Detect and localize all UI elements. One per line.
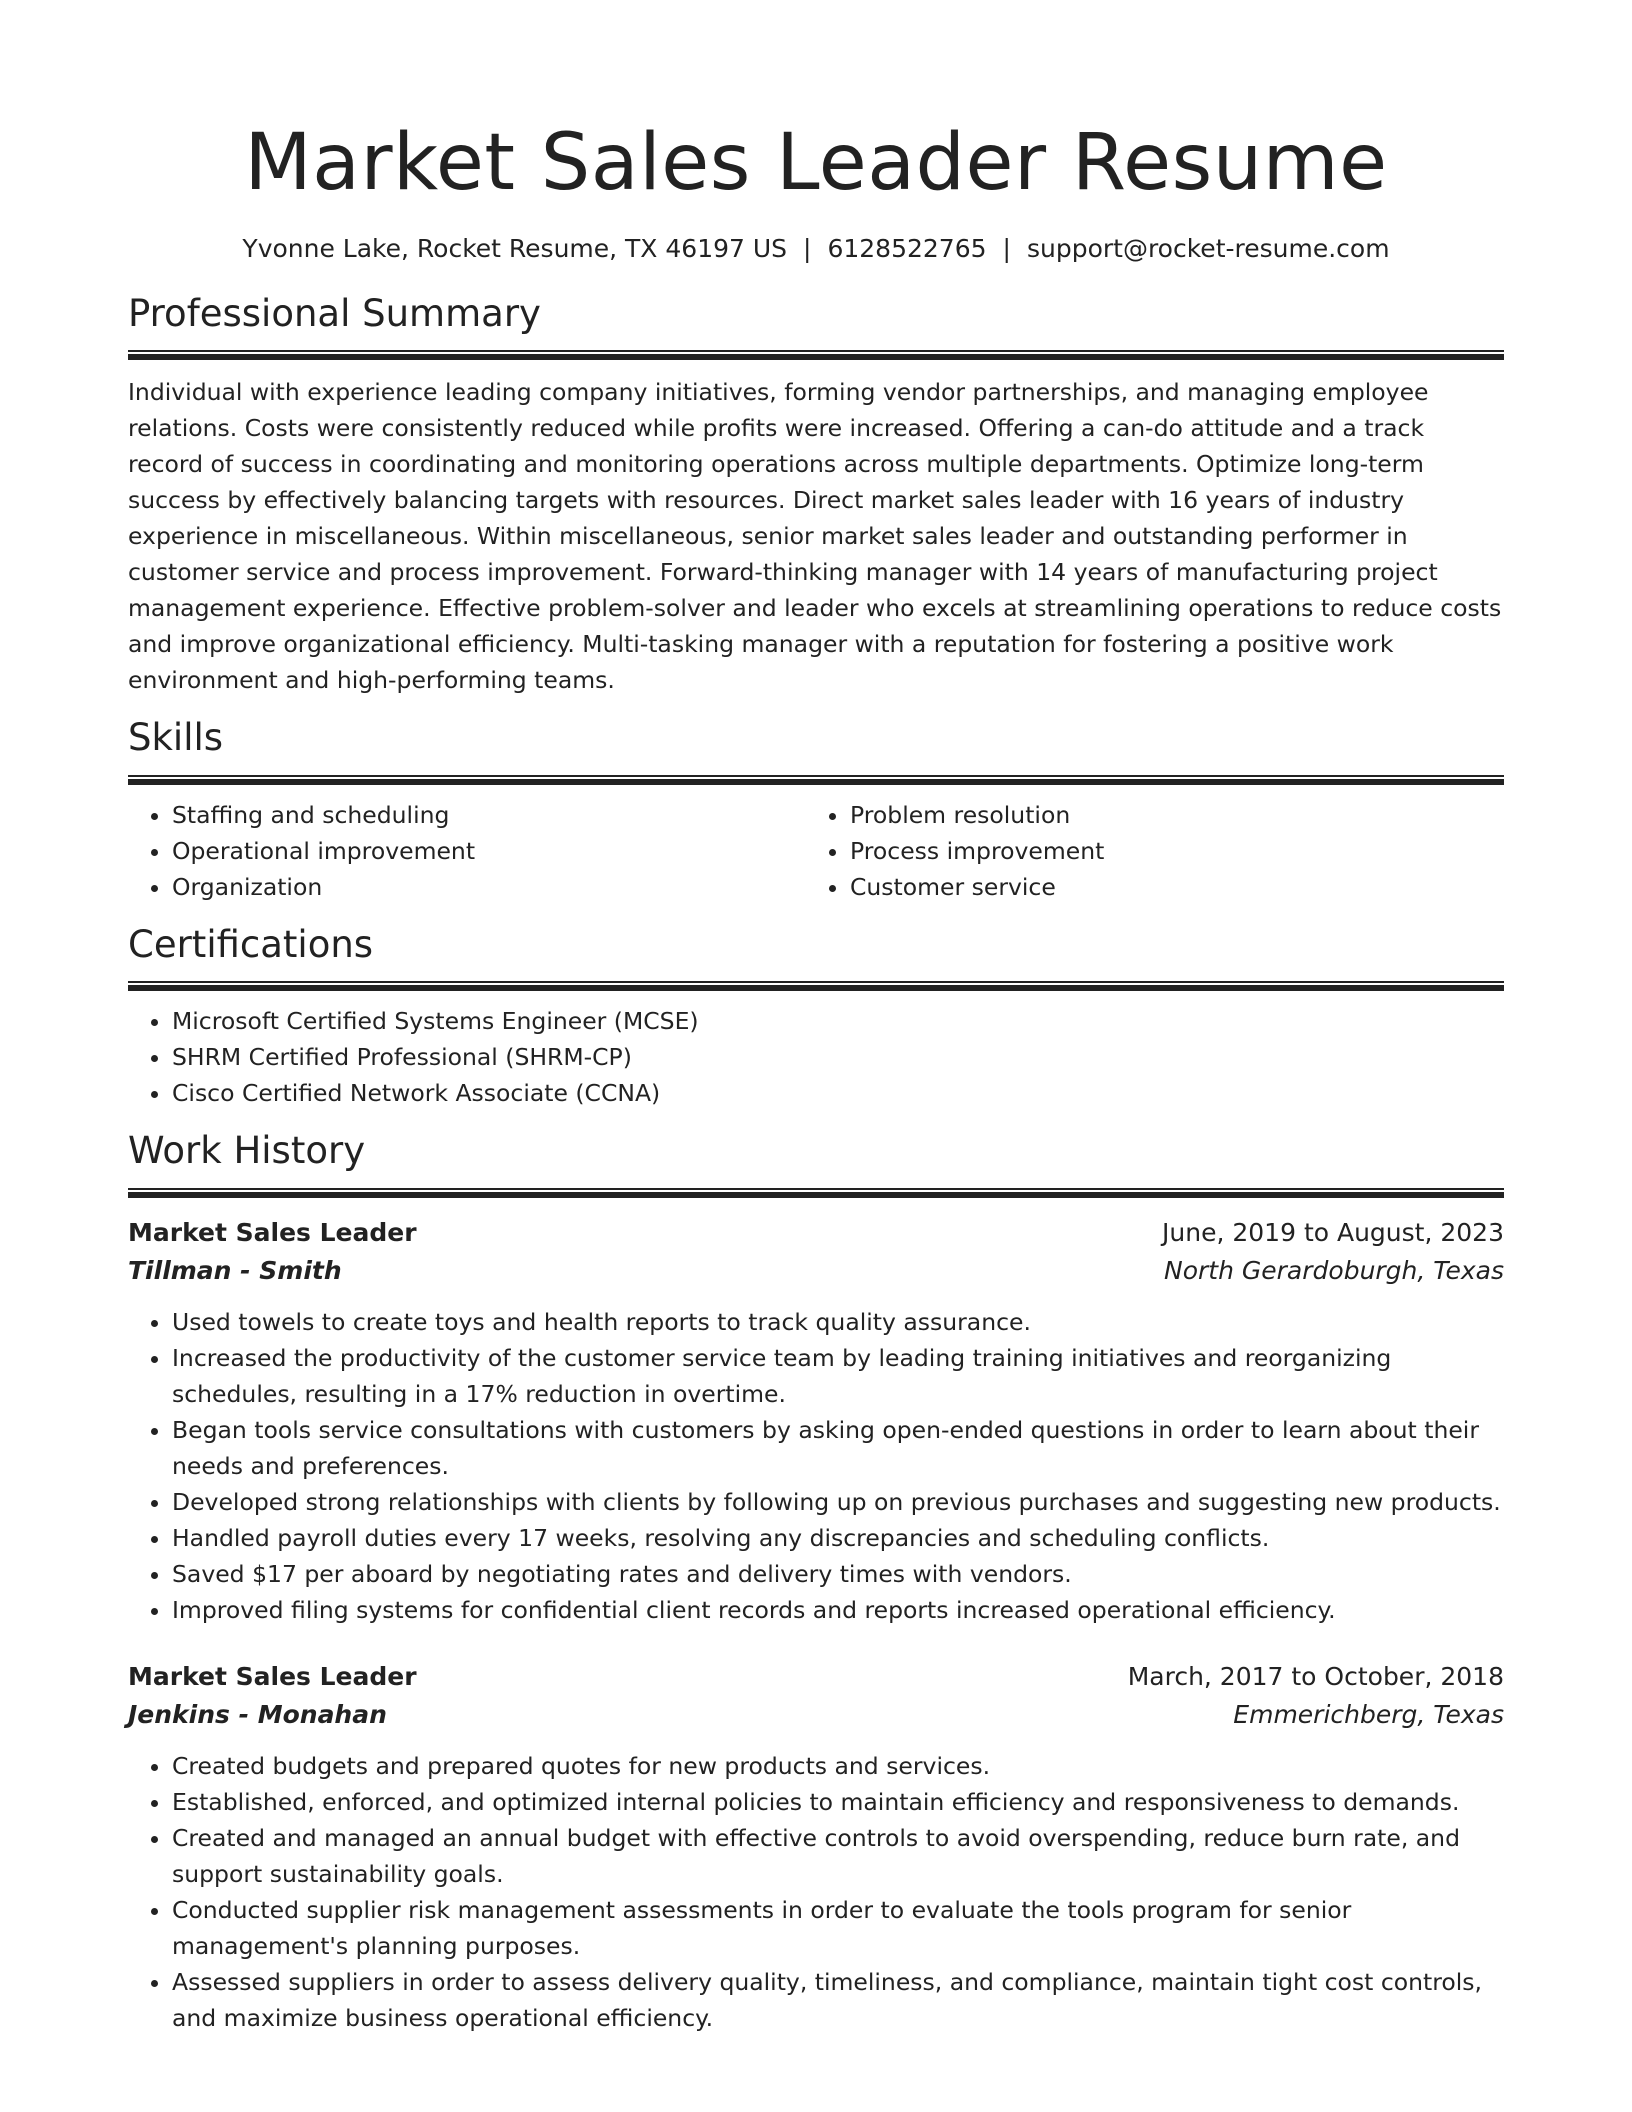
- job-bullet: • Developed strong relationships with clients by following up on previous purchases and suggesting new products.: [172, 1484, 1504, 1520]
- job-bullet: • Saved $17 per aboard by negotiating rates and delivery times with vendors.: [172, 1556, 1504, 1592]
- resume-page: [128, 0, 1504, 2036]
- job-bullet: • Established, enforced, and optimized internal policies to maintain efficiency and responsiveness to demands.: [172, 1784, 1504, 1820]
- contact-separator: |: [1002, 234, 1011, 263]
- summary-section: [128, 292, 1504, 698]
- job-bullet-list: [128, 1304, 1504, 1628]
- work-history-section: [128, 1129, 1504, 2035]
- resume-title: Market Sales Leader Resume: [244, 118, 1388, 208]
- work-history-heading: Work History: [128, 1129, 366, 1173]
- section-divider: [128, 981, 1504, 991]
- job-bullet: • Assessed suppliers in order to assess delivery quality, timeliness, and compliance, maintain tight cost controls, and maximize business operational efficiency.: [172, 1964, 1504, 2036]
- certification-item: • Microsoft Certified Systems Engineer (MCSE): [172, 1003, 1504, 1039]
- job-entry: [128, 1658, 1504, 2036]
- summary-text: Individual with experience leading company initiatives, forming vendor partnerships, and managing employee relations. Costs were consistently reduced while profits were increased. Offering a can-do attitude and a track record of success in coordinating and monitoring operations across multiple departments. Optimize long-term success by effectively balancing targets with resources. Direct market sales leader with 16 years of industry experience in miscellaneous. Within miscellaneous, senior market sales leader and outstanding performer in customer service and process improvement. Forward-thinking manager with 14 years of manufacturing project management experience. Effective problem-solver and leader who excels at streamlining operations to reduce costs and improve organizational efficiency. Multi-tasking manager with a reputation for fostering a positive work environment and high-performing teams.: [128, 378, 1502, 695]
- certifications-list: [128, 1003, 1504, 1111]
- job-entry: [128, 1214, 1504, 1628]
- certification-item: • SHRM Certified Professional (SHRM-CP): [172, 1039, 1504, 1075]
- job-subheader: [128, 1252, 1504, 1290]
- certifications-heading: Certifications: [128, 922, 374, 966]
- job-dates: June, 2019 to August, 2023: [1162, 1217, 1504, 1247]
- job-header: [128, 1214, 1504, 1252]
- summary-heading: Professional Summary: [128, 292, 541, 335]
- job-header: [128, 1658, 1504, 1696]
- job-bullet-list: [128, 1748, 1504, 2036]
- contact-email: support@rocket-resume.com: [1026, 234, 1390, 263]
- job-bullet: • Used towels to create toys and health reports to track quality assurance.: [172, 1304, 1504, 1340]
- certifications-section: [128, 923, 1504, 1111]
- job-title: Market Sales Leader: [128, 1217, 417, 1247]
- section-divider: [128, 350, 1504, 360]
- job-title: Market Sales Leader: [128, 1661, 417, 1691]
- job-bullet: • Conducted supplier risk management assessments in order to evaluate the tools program for senior management's planning purposes.: [172, 1892, 1504, 1964]
- skills-section: [128, 716, 1504, 904]
- contact-line: [128, 234, 1504, 264]
- job-company: Tillman - Smith: [128, 1255, 342, 1285]
- job-subheader: [128, 1696, 1504, 1734]
- skill-item: • Process improvement: [850, 833, 1484, 869]
- job-company: Jenkins - Monahan: [128, 1699, 387, 1729]
- skill-item: • Operational improvement: [172, 833, 806, 869]
- job-bullet: • Handled payroll duties every 17 weeks, resolving any discrepancies and scheduling conflicts.: [172, 1520, 1504, 1556]
- skill-item: • Problem resolution: [850, 797, 1484, 833]
- certification-item: • Cisco Certified Network Associate (CCNA): [172, 1075, 1504, 1111]
- skills-left-list: [128, 797, 806, 905]
- skills-heading: Skills: [128, 716, 224, 760]
- job-dates: March, 2017 to October, 2018: [1127, 1661, 1504, 1691]
- job-bullet: • Created and managed an annual budget with effective controls to avoid overspending, reduce burn rate, and support sustainability goals.: [172, 1820, 1504, 1892]
- skill-item: • Organization: [172, 869, 806, 905]
- contact-separator: |: [803, 234, 812, 263]
- contact-phone: 6128522765: [827, 234, 987, 263]
- job-bullet: • Created budgets and prepared quotes for new products and services.: [172, 1748, 1504, 1784]
- job-bullet: • Improved filing systems for confidential client records and reports increased operational efficiency.: [172, 1592, 1504, 1628]
- job-location: North Gerardoburgh, Texas: [1164, 1255, 1504, 1285]
- skills-right-list: [806, 797, 1484, 905]
- skill-item: • Staffing and scheduling: [172, 797, 806, 833]
- job-bullet: • Increased the productivity of the customer service team by leading training initiatives and reorganizing schedules, resulting in a 17% reduction in overtime.: [172, 1340, 1504, 1412]
- job-location: Emmerichberg, Texas: [1233, 1699, 1504, 1729]
- section-divider: [128, 1188, 1504, 1198]
- contact-address: Yvonne Lake, Rocket Resume, TX 46197 US: [242, 234, 788, 263]
- skills-columns: [128, 797, 1504, 905]
- skill-item: • Customer service: [850, 869, 1484, 905]
- job-bullet: • Began tools service consultations with customers by asking open-ended questions in order to learn about their needs and preferences.: [172, 1412, 1504, 1484]
- section-divider: [128, 775, 1504, 785]
